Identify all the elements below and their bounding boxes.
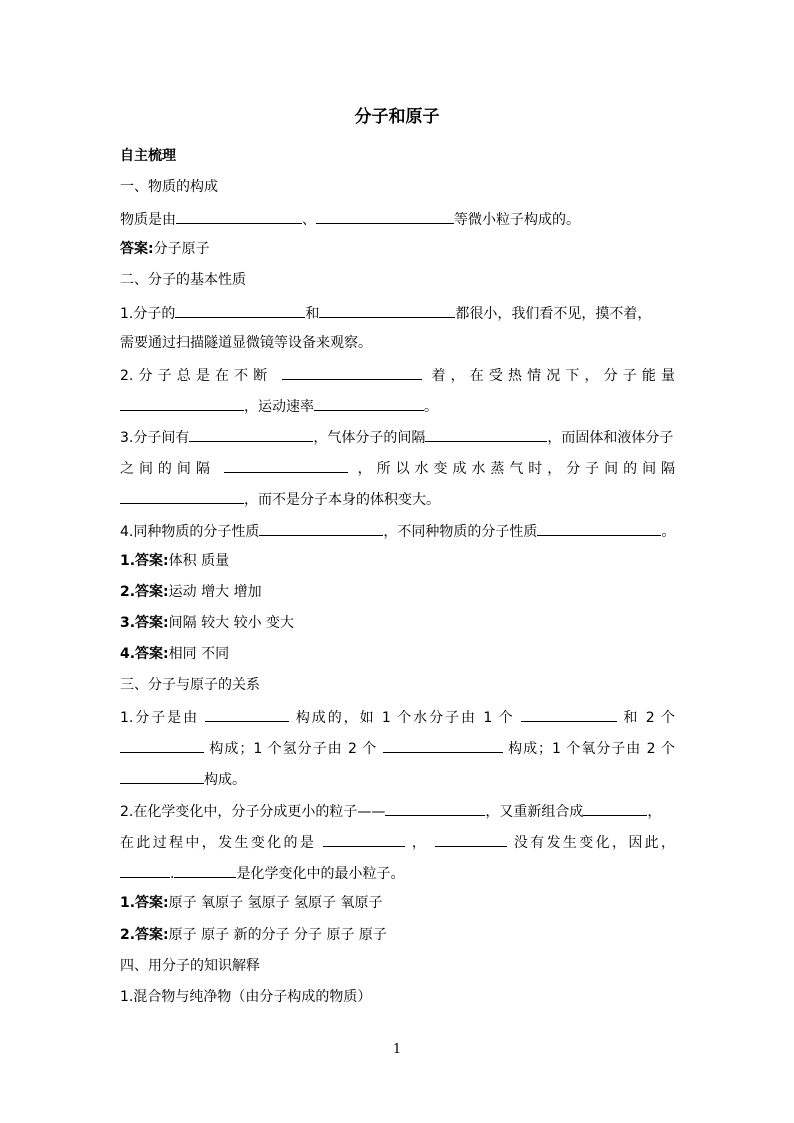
blank	[120, 737, 204, 753]
blank	[383, 737, 503, 753]
part4-heading: 四、用分子的知识解释	[120, 958, 260, 974]
text: ，而不是分子本身的体积变大。	[244, 492, 440, 508]
text: ，所以水变成水蒸气时，分子间的间隔	[357, 461, 676, 477]
part2-q1-line1	[120, 302, 675, 324]
part2-q3-line1	[120, 426, 675, 448]
answer-text: 原子 氧原子 氢原子 氢原子 氧原子	[168, 895, 383, 911]
text: 2.分子总是在不断	[120, 368, 273, 384]
text: ，又重新组合成	[485, 804, 584, 820]
part3-q2-line2	[120, 831, 675, 853]
part3-heading: 三、分子与原子的关系	[120, 677, 260, 693]
text: 。	[661, 524, 676, 540]
part3-q2-line3	[120, 862, 675, 884]
part4-q1: 1.混合物与纯净物（由分子构成的物质）	[120, 989, 372, 1005]
part3-answer-1	[120, 893, 675, 913]
blank	[314, 395, 424, 411]
text: 。	[424, 399, 438, 415]
blank	[583, 800, 647, 816]
text: 构成。	[204, 772, 246, 788]
blank	[435, 831, 507, 847]
text: 3.分子间有	[120, 430, 190, 446]
blank	[120, 768, 204, 784]
blank	[205, 706, 289, 722]
blank	[189, 426, 313, 442]
part2-answer-1	[120, 551, 675, 571]
part2-heading: 二、分子的基本性质	[120, 272, 246, 288]
text: 1.分子是由	[120, 710, 200, 726]
part1-answer	[120, 239, 675, 259]
blank	[319, 302, 455, 318]
part3-q1-line1	[120, 706, 675, 728]
part2-q3-line2	[120, 457, 675, 479]
text: 2.在化学变化中，分子分成更小的粒子——	[120, 804, 386, 820]
page-number: 1	[392, 1042, 402, 1057]
text: ，运动速率	[244, 399, 314, 415]
text: 在此过程中，发生变化的是	[120, 835, 317, 851]
text: 构成；1 个氧分子由 2 个	[508, 741, 675, 757]
page-title: 分子和原子	[354, 107, 440, 127]
text: 着，在受热情况下，分子能量	[431, 368, 676, 384]
blank	[120, 395, 244, 411]
blank	[282, 364, 422, 380]
blank	[120, 862, 170, 878]
text: 是化学变化中的最小粒子。	[236, 866, 405, 882]
part1-heading: 一、物质的构成	[120, 179, 218, 195]
answer-label: 4.答案:	[120, 646, 169, 662]
blank	[323, 831, 405, 847]
answer-text: 原子 原子 新的分子 分子 原子 原子	[168, 927, 387, 943]
answer-label: 2.答案:	[120, 927, 169, 943]
part3-q2-line1	[120, 800, 675, 822]
text: 4.同种物质的分子性质	[120, 524, 260, 540]
blank	[521, 706, 617, 722]
text: ，	[411, 835, 429, 851]
blank	[120, 488, 244, 504]
text: 构成；1 个氢分子由 2 个	[209, 741, 378, 757]
text: 没有发生变化，因此，	[513, 835, 676, 851]
answer-label: 1.答案:	[120, 895, 169, 911]
part3-q1-line3	[120, 768, 675, 790]
blank	[176, 208, 302, 224]
text: 和	[305, 306, 320, 322]
part2-answer-2	[120, 582, 675, 602]
text: 构成的，如 1 个水分子由 1 个	[295, 710, 515, 726]
part2-q1-line2: 需要通过扫描隧道显微镜等设备来观察。	[120, 335, 372, 351]
blank	[425, 426, 547, 442]
text: ，不同种物质的分子性质	[383, 524, 538, 540]
part2-answer-4	[120, 644, 675, 664]
text: 物质是由	[120, 212, 176, 228]
text: 等微小粒子构成的。	[454, 212, 580, 228]
answer-label: 答案:	[120, 241, 154, 257]
blank	[537, 520, 661, 536]
part2-q3-line3	[120, 488, 675, 510]
part2-answer-3	[120, 613, 675, 633]
answer-text: 相同 不同	[168, 646, 230, 662]
answer-text: 分子原子	[153, 241, 210, 257]
part2-q2-line1	[120, 364, 675, 386]
text: ，而固体和液体分子	[547, 430, 674, 446]
answer-label: 1.答案:	[120, 553, 169, 569]
section-heading: 自主梳理	[120, 148, 176, 164]
part2-q2-line2	[120, 395, 675, 417]
blank	[174, 862, 236, 878]
blank	[175, 302, 305, 318]
text: 之间的间隔	[120, 461, 215, 477]
answer-label: 2.答案:	[120, 584, 169, 600]
text: 、	[302, 212, 316, 228]
text: ，气体分子的间隔	[313, 430, 426, 446]
part3-answer-2	[120, 925, 675, 945]
answer-text: 间隔 较大 较小 变大	[168, 615, 295, 631]
part3-q1-line2	[120, 737, 675, 759]
part1-question	[120, 208, 675, 230]
text: 1.分子的	[120, 306, 176, 322]
blank	[316, 208, 454, 224]
answer-text: 运动 增大 增加	[168, 584, 262, 600]
answer-text: 体积 质量	[168, 553, 230, 569]
text: 和 2 个	[623, 710, 675, 726]
blank	[259, 520, 383, 536]
part2-q4	[120, 520, 675, 542]
blank	[385, 800, 485, 816]
text: ，	[647, 804, 662, 820]
blank	[224, 457, 348, 473]
text: .	[170, 866, 175, 882]
text: 都很小，我们看不见，摸不着，	[455, 306, 652, 322]
answer-label: 3.答案:	[120, 615, 169, 631]
